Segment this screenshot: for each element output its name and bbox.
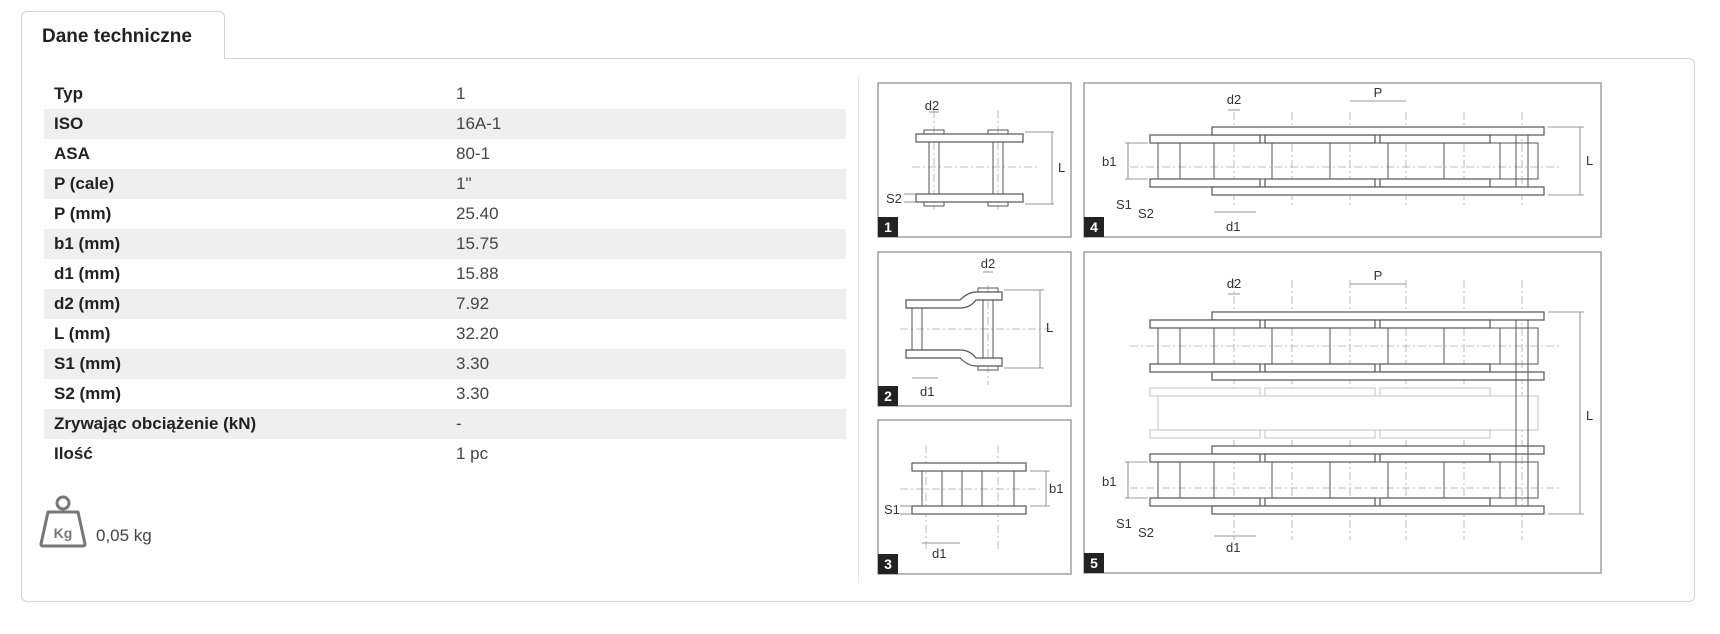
spec-value: 15.88: [456, 264, 499, 283]
weight-icon-label: Kg: [53, 525, 73, 541]
tab-label: Dane techniczne: [42, 26, 192, 47]
diagram-2: [878, 252, 1071, 406]
diagram-5: [1084, 252, 1601, 573]
spec-value: 7.92: [456, 294, 490, 313]
dim-label-s2: S2: [886, 191, 902, 206]
dim-label-s1: S1: [884, 502, 900, 517]
dim-label-d2: d2: [1226, 276, 1242, 291]
diagram-number: 1: [884, 219, 892, 235]
diagram-number: 3: [884, 556, 892, 572]
spec-label: b1 (mm): [54, 234, 121, 253]
spec-label: Ilość: [54, 444, 93, 463]
dim-label-p: P: [1373, 85, 1383, 100]
dim-label-b1: b1: [1049, 481, 1064, 496]
dim-label-d1: d1: [932, 546, 947, 561]
diagram-4: [1084, 83, 1601, 237]
spec-label: d2 (mm): [54, 294, 121, 313]
spec-value: 80-1: [456, 144, 491, 163]
spec-value: 1: [456, 84, 466, 103]
dim-label-d2: d2: [980, 256, 996, 271]
spec-value: 1": [456, 174, 472, 193]
dim-label-s2: S2: [1138, 525, 1154, 540]
dim-label-l: L: [1058, 160, 1066, 175]
dim-label-l: L: [1586, 153, 1594, 168]
spec-value: 25.40: [456, 204, 499, 223]
spec-value: 15.75: [456, 234, 499, 253]
dim-label-p: P: [1373, 268, 1383, 283]
dim-label-d2: d2: [924, 98, 940, 113]
dim-label-l: L: [1046, 320, 1054, 335]
dim-label-s2: S2: [1138, 206, 1154, 221]
weight-value: 0,05 kg: [96, 526, 152, 545]
spec-label: P (cale): [54, 174, 115, 193]
spec-value: 3.30: [456, 354, 490, 373]
spec-label: ISO: [54, 114, 84, 133]
spec-label: S2 (mm): [54, 384, 122, 403]
spec-value: 1 pc: [456, 444, 489, 463]
spec-label: L (mm): [54, 324, 111, 343]
dim-label-s1: S1: [1116, 197, 1132, 212]
dim-label-l: L: [1586, 408, 1594, 423]
diagram-number: 4: [1090, 219, 1098, 235]
spec-label: Typ: [54, 84, 83, 103]
dim-label-d1: d1: [1226, 540, 1241, 555]
diagram-number: 5: [1090, 555, 1098, 571]
dim-label-b1: b1: [1102, 154, 1117, 169]
spec-label: P (mm): [54, 204, 112, 223]
diagram-3: [878, 420, 1071, 574]
spec-value: -: [456, 414, 462, 433]
dim-label-d1: d1: [1226, 219, 1241, 234]
spec-value: 32.20: [456, 324, 499, 343]
dim-label-s1: S1: [1116, 516, 1132, 531]
spec-label: d1 (mm): [54, 264, 121, 283]
spec-label: ASA: [54, 144, 90, 163]
spec-value: 16A-1: [456, 114, 502, 133]
dim-label-d2: d2: [1226, 92, 1242, 107]
spec-value: 3.30: [456, 384, 490, 403]
spec-label: Zrywając obciążenie (kN): [54, 414, 257, 433]
diagram-1: [878, 83, 1071, 237]
spec-label: S1 (mm): [54, 354, 122, 373]
dim-label-b1: b1: [1102, 474, 1117, 489]
tab-dane-techniczne[interactable]: [21, 11, 225, 59]
dim-label-d1: d1: [920, 384, 935, 399]
diagram-number: 2: [884, 388, 892, 404]
